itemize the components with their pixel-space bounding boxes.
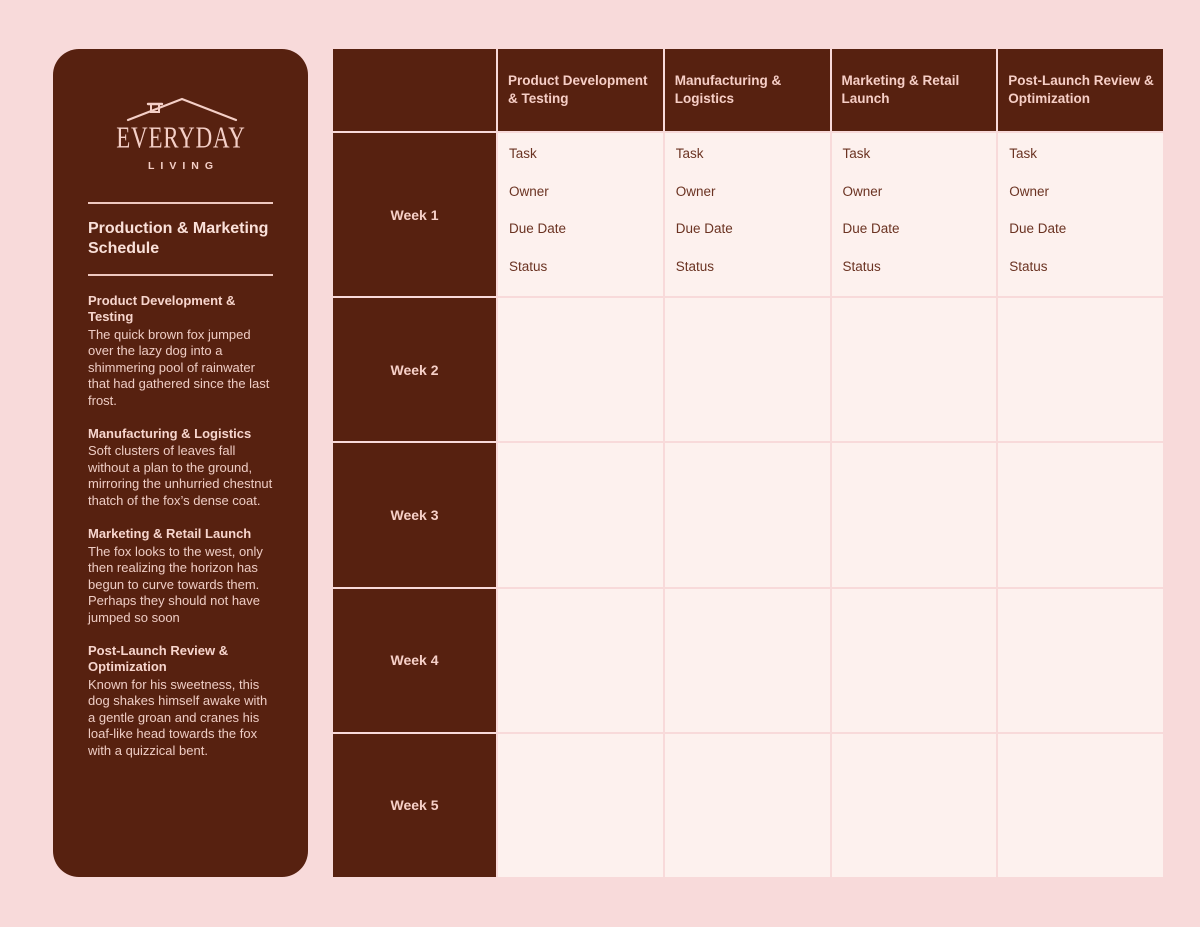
column-header-marketing: Marketing & Retail Launch xyxy=(832,49,997,131)
row-header-week-1: Week 1 xyxy=(333,133,496,296)
field-label-status: Status xyxy=(1009,258,1048,274)
field-label-owner: Owner xyxy=(675,183,716,199)
row-header-week-3: Week 3 xyxy=(333,443,496,586)
cell-week5-col1 xyxy=(498,734,663,877)
legend-section xyxy=(88,293,273,409)
schedule-table xyxy=(333,49,1163,877)
cell-week4-col4 xyxy=(998,589,1163,732)
cell-week4-col1 xyxy=(498,589,663,732)
cell-week3-col1 xyxy=(498,443,663,586)
field-label-due-date: Due Date xyxy=(1009,221,1067,236)
field-label-due-date: Due Date xyxy=(509,221,567,236)
brand-name: EVERYDAY xyxy=(115,121,246,156)
field-label-owner: Owner xyxy=(842,183,883,199)
cell-week3-col3 xyxy=(832,443,997,586)
brand-panel xyxy=(53,49,308,877)
section-heading: Marketing & Retail Launch xyxy=(88,526,252,542)
legend-section xyxy=(88,526,273,626)
divider-top xyxy=(88,202,273,204)
field-label-task: Task xyxy=(509,146,537,161)
column-header-product-development: Product Development & Testing xyxy=(498,49,663,131)
field-label-task: Task xyxy=(842,146,871,161)
cell-week3-col4 xyxy=(998,443,1163,586)
section-body: The quick brown fox jumped over the lazy dog into a shimmering pool of rainwater that had gathered since the last frost. xyxy=(88,326,270,408)
section-body: The fox looks to the west, only then realizing the horizon has begun to curve towards them. Perhaps they should not have jumped so soon xyxy=(88,543,263,625)
cell-week1-col2 xyxy=(665,133,830,296)
field-label-status: Status xyxy=(842,258,881,274)
cell-week1-col3 xyxy=(832,133,997,296)
section-heading: Manufacturing & Logistics xyxy=(88,426,252,442)
roof-icon xyxy=(120,95,242,122)
cell-week2-col1 xyxy=(498,298,663,441)
column-header-post-launch: Post-Launch Review & Optimization xyxy=(998,49,1163,131)
corner-cell xyxy=(333,49,496,131)
field-label-task: Task xyxy=(1009,146,1038,161)
section-heading: Product Development & Testing xyxy=(88,293,236,325)
section-body: Soft clusters of leaves fall without a plan to the ground, mirroring the unhurried chestnut thatch of the fox’s dense coat. xyxy=(88,443,273,508)
cell-week3-col2 xyxy=(665,443,830,586)
cell-week5-col2 xyxy=(665,734,830,877)
brand-tagline: LIVING xyxy=(147,160,219,172)
cell-week1-col4 xyxy=(998,133,1163,296)
cell-week2-col4 xyxy=(998,298,1163,441)
field-label-owner: Owner xyxy=(1009,183,1050,199)
field-label-due-date: Due Date xyxy=(842,221,900,236)
cell-week4-col3 xyxy=(832,589,997,732)
row-header-week-5: Week 5 xyxy=(333,734,496,877)
field-label-status: Status xyxy=(675,258,715,274)
field-label-task: Task xyxy=(675,146,704,161)
cell-week1-col1 xyxy=(498,133,663,296)
cell-week5-col4 xyxy=(998,734,1163,877)
column-header-manufacturing: Manufacturing & Logistics xyxy=(665,49,830,131)
cell-week2-col2 xyxy=(665,298,830,441)
field-label-due-date: Due Date xyxy=(675,221,733,236)
legend-section xyxy=(88,426,273,509)
cell-week2-col3 xyxy=(832,298,997,441)
row-header-week-2: Week 2 xyxy=(333,298,496,441)
row-header-week-4: Week 4 xyxy=(333,589,496,732)
brand-logo xyxy=(88,95,273,172)
page-title: Production & Marketing Schedule xyxy=(88,220,269,257)
cell-week4-col2 xyxy=(665,589,830,732)
cell-week5-col3 xyxy=(832,734,997,877)
divider-bottom xyxy=(88,274,273,276)
field-label-status: Status xyxy=(509,258,548,274)
field-label-owner: Owner xyxy=(509,183,549,199)
section-body: Known for his sweetness, this dog shakes himself awake with a gentle groan and cranes his loaf-like head towards the fox with a quizzical bent. xyxy=(88,676,268,758)
legend-section xyxy=(88,643,273,759)
section-heading: Post-Launch Review & Optimization xyxy=(88,643,229,675)
